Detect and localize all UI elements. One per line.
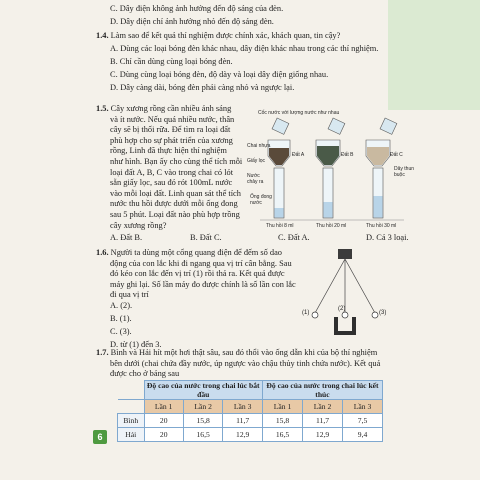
- water-cup-icon: [380, 118, 397, 134]
- bottle-a: [268, 140, 290, 218]
- question-number: 1.4.: [96, 31, 109, 40]
- question-1-6: 1.6. Người ta dùng một cổng quang điện để đếm số dao động của con lắc khi đi ngang qua vị trí cân bằng. Sau đó kéo con lắc đến vị trí (1) rồi thả ra. Kết quả được máy ghi lại. Số lần máy đo được chính là số lần con lắc đi qua vị trí: [96, 248, 296, 300]
- header-end: Độ cao của nước trong chai lúc kết thúc: [262, 381, 382, 400]
- option-1-5-c: C. Đất A.: [278, 233, 310, 242]
- question-1-7: 1.7. Bình và Hải hít một hơi thật sâu, sau đó thổi vào ống dẫn khi của bộ thí nghiệm bên dưới (chai chứa đầy nước, úp ngược vào chậu thủy tinh chứa nước). Kết quả được cho ở bảng sau: [96, 348, 381, 379]
- option-1-5-d: D. Cả 3 loại.: [366, 233, 409, 242]
- option-1-4-c: C. Dùng cùng loại bóng đèn, độ dày và loại dây điện giống nhau.: [110, 70, 329, 79]
- option-1-4-d: D. Dây càng dài, bóng đèn phải càng nhỏ và ngược lại.: [110, 83, 295, 92]
- photogate: [334, 317, 356, 335]
- bottle-c: [366, 140, 390, 218]
- pendulum-bob-3: [372, 312, 378, 318]
- header-start: Độ cao của nước trong chai lúc bắt đầu: [144, 381, 262, 400]
- option-1-6-c: C. (3).: [110, 327, 132, 336]
- question-number: 1.5.: [96, 104, 109, 113]
- pendulum-label-2: (2): [338, 306, 346, 312]
- figure-label-cups: Cốc nước với lượng nước như nhau: [258, 110, 340, 116]
- col-header: Lần 1: [144, 400, 183, 414]
- figure-label-soil-b: Đất B: [341, 152, 354, 158]
- table-header-row: [118, 381, 383, 400]
- figure-label-outflow: Nước chảy ra: [247, 173, 264, 185]
- table-row: Bình 20 15,8 11,7 15,8 11,7 7,5: [118, 414, 383, 428]
- figure-label-cylinder: Ống đong nước: [250, 194, 272, 206]
- figure-label-collect-b: Thu hồi 20 ml: [316, 223, 347, 229]
- pendulum-bob-1: [312, 312, 318, 318]
- option-1-6-b: B. (1).: [110, 314, 132, 323]
- question-1-5: 1.5. Cây xương rồng cần nhiều ánh sáng và ít nước. Nếu quá nhiều nước, thân cây sẽ bị thối rữa. Để tìm ra loại đất phù hợp cho sự phát triển của xương rồng, Linh đã thực hiện thí nghiệm như hình. Bạn ấy cho cùng thể tích mỗi loại đất A, B, C vào trong chai có lót sẵn giấy lọc, sau đó rót 100mL nước vào mỗi loại đất. Linh quan sát thể tích nước thu hồi được dưới mỗi ống đong sau 5 phút. Loại đất nào phù hợp trồng cây xương rồng?: [96, 104, 243, 230]
- pendulum-label-1: (1): [302, 310, 310, 316]
- figure-label-bottle: Chai nhựa: [247, 143, 271, 149]
- figure-label-soil-c: Đất C: [390, 152, 403, 158]
- figure-label-soil-a: Đất A: [292, 152, 305, 158]
- option-1-4-b: B. Chỉ cần dùng cùng loại bóng đèn.: [110, 57, 233, 66]
- col-header: Lần 1: [262, 400, 302, 414]
- col-header: Lần 3: [223, 400, 263, 414]
- decorative-band: [388, 0, 480, 110]
- water-cup-icon: [272, 118, 289, 134]
- pendulum-bob-2: [342, 312, 348, 318]
- option-1-3-c: C. Dây điện không ảnh hưởng đến độ sáng của đèn.: [110, 4, 284, 13]
- option-1-4-a: A. Dùng các loại bóng đèn khác nhau, dây điện khác nhau trong các thí nghiệm.: [110, 44, 379, 53]
- option-1-5-a: A. Đất B.: [110, 233, 143, 242]
- option-1-6-a: A. (2).: [110, 301, 133, 310]
- option-1-6-d: D. từ (1) đến 3.: [110, 340, 162, 349]
- figure-label-filter: Giấy lọc: [247, 158, 266, 164]
- figure-label-collect-a: Thu hồi 8 ml: [266, 223, 294, 229]
- page-number: 6: [93, 430, 107, 444]
- table-subheader-row: [118, 400, 383, 414]
- results-table: [117, 380, 383, 442]
- row-label: Bình: [118, 414, 145, 428]
- pendulum-mount: [338, 249, 352, 259]
- question-1-4: [96, 31, 340, 41]
- question-number: 1.6.: [96, 248, 109, 257]
- water-cup-icon: [328, 118, 345, 134]
- option-1-3-d: D. Dây điện chỉ ảnh hưởng nhỏ đến độ sáng đèn.: [110, 17, 274, 26]
- question-number: 1.7.: [96, 348, 109, 357]
- figure-label-rubber-band: Dây thun buộc: [394, 166, 415, 178]
- table-row: Hải 20 16,5 12,9 16,5 12,9 9,4: [118, 428, 383, 442]
- bottle-b: [316, 140, 340, 218]
- question-text: Làm sao để kết quả thí nghiệm được chính xác, khách quan, tin cậy?: [110, 31, 341, 40]
- pendulum-figure: [300, 245, 390, 340]
- figure-label-collect-c: Thu hồi 30 ml: [366, 223, 397, 229]
- col-header: Lần 2: [303, 400, 343, 414]
- pendulum-label-3: (3): [379, 310, 387, 316]
- soil-experiment-figure: [254, 110, 414, 235]
- option-1-5-b: B. Đất C.: [190, 233, 222, 242]
- col-header: Lần 2: [183, 400, 223, 414]
- row-label: Hải: [118, 428, 145, 442]
- col-header: Lần 3: [343, 400, 383, 414]
